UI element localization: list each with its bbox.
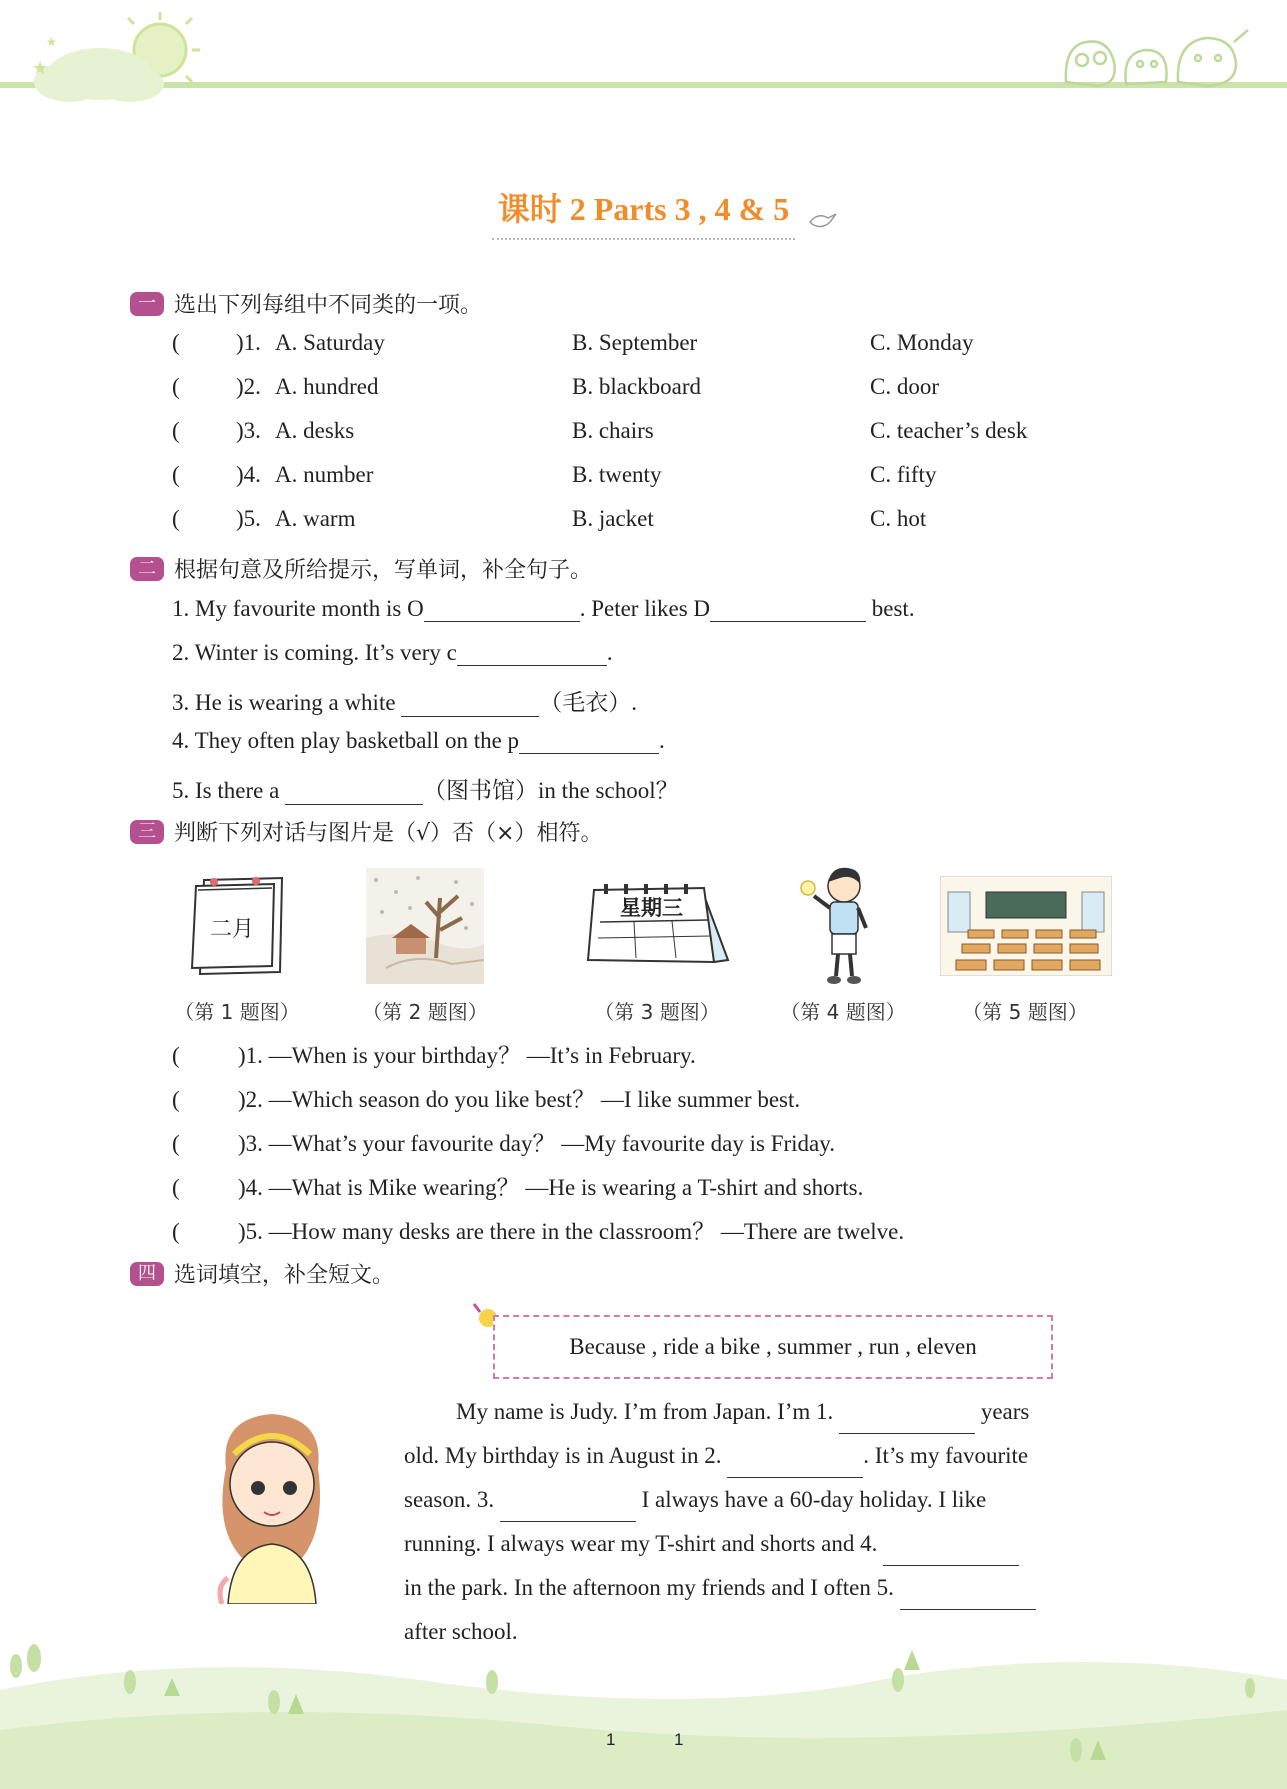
word-bank-box: Because , ride a bike , summer , run , eleven [493,1315,1053,1379]
footer-landscape [0,1640,1287,1789]
section-2-heading [130,553,592,584]
passage-line [404,1390,1140,1434]
judge-item [172,1169,863,1202]
judge-item [172,1125,835,1158]
fill-sentence-1 [172,596,915,622]
question-row [172,330,1172,364]
fill-sentence-2 [172,640,613,666]
question-row [172,506,1172,540]
svg-text:★: ★ [32,58,49,78]
option-b: B. jacket [572,506,654,531]
bird-icon [806,208,838,232]
passage-text: years [975,1399,1030,1424]
sun-cloud-decoration [10,4,210,114]
calendar-month-text: 二月 [210,917,255,942]
passage [404,1390,1140,1654]
lesson-title-wrapper [0,184,1287,240]
answer-paren[interactable]: ( [172,1131,180,1156]
animal-faces-decoration [1058,22,1258,92]
section-instruction: 选词填空，补全短文。 [174,1263,395,1288]
section-1-heading [130,288,482,319]
option-c: C. door [870,374,939,399]
picture-caption: （第 1 题图） [174,1000,300,1024]
dialogue-text: )1. —When is your birthday？ —It’s in February. [238,1043,696,1068]
answer-blank[interactable] [519,729,659,754]
section-4-heading [130,1258,394,1289]
fill-sentence-5 [172,772,679,805]
answer-paren[interactable]: ( [172,374,180,399]
option-a: A. hundred [275,374,379,399]
question-number: )3. [236,418,261,443]
sentence-text: 1. My favourite month is O [172,596,424,621]
fill-sentence-4 [172,728,665,754]
passage-line [404,1522,1140,1566]
sentence-text: 3. He is wearing a white [172,690,402,715]
answer-blank[interactable] [285,780,423,805]
fill-sentence-3 [172,684,637,717]
dialogue-text: )4. —What is Mike wearing？ —He is wearing a T-shirt and shorts. [238,1175,864,1200]
option-c: C. teacher’s desk [870,418,1028,443]
section-instruction: 根据句意及所给提示，写单词，补全句子。 [174,558,593,583]
sentence-text: . [659,728,665,753]
calendar-picture [190,872,290,982]
sentence-text: best. [866,596,915,621]
page-number-left: 1 [606,1730,616,1749]
classroom-picture [940,876,1112,976]
judge-item [172,1213,904,1246]
passage-line [404,1566,1140,1610]
winter-scene-picture [366,868,484,984]
passage-text: My name is Judy. I’m from Japan. I’m 1. [456,1399,840,1424]
question-row [172,462,1172,496]
passage-text: in the park. In the afternoon my friends and I often 5. [404,1575,900,1600]
passage-text: running. I always wear my T-shirt and shorts and 4. [404,1531,884,1556]
sentence-text: 4. They often play basketball on the p [172,728,520,753]
option-b: B. twenty [572,462,662,487]
answer-paren[interactable]: ( [172,1087,180,1112]
answer-blank[interactable] [900,1585,1036,1610]
option-c: C. hot [870,506,927,531]
picture-caption: （第 3 题图） [594,1000,720,1024]
passage-line [404,1478,1140,1522]
picture-caption: （第 5 题图） [962,1000,1088,1024]
passage-text: I always have a 60-day holiday. I like [635,1487,987,1512]
answer-blank[interactable] [401,692,539,717]
option-a: A. warm [275,506,356,531]
desk-calendar-picture [584,880,730,970]
sentence-text: （毛衣）. [539,690,638,715]
svg-text:★: ★ [46,35,57,49]
answer-paren[interactable]: ( [172,506,180,531]
dialogue-text: )5. —How many desks are there in the classroom？ —There are twelve. [238,1219,905,1244]
page-number-right: 1 [674,1730,684,1749]
answer-paren[interactable]: ( [172,1175,180,1200]
section-3-heading [130,816,602,847]
answer-paren[interactable]: ( [172,462,180,487]
option-a: A. desks [275,418,355,443]
answer-paren[interactable]: ( [172,1043,180,1068]
option-c: C. Monday [870,330,974,355]
sentence-text: 2. Winter is coming. It’s very c [172,640,457,665]
option-c: C. fifty [870,462,937,487]
question-row [172,418,1172,452]
question-number: )5. [236,506,261,531]
lesson-title: 课时 2 Parts 3 , 4 & 5 [492,184,796,240]
answer-blank[interactable] [727,1453,863,1478]
answer-blank[interactable] [424,597,580,622]
option-b: B. September [572,330,698,355]
passage-text: season. 3. [404,1487,500,1512]
sentence-text: 5. Is there a [172,778,286,803]
dialogue-text: )3. —What’s your favourite day？ —My favourite day is Friday. [238,1131,836,1156]
answer-paren[interactable]: ( [172,330,180,355]
option-a: A. Saturday [275,330,385,355]
section-badge: 四 [130,1262,164,1286]
girl-picture [206,1408,336,1604]
option-b: B. blackboard [572,374,702,399]
answer-paren[interactable]: ( [172,1219,180,1244]
boy-picture [796,862,876,986]
question-option-a: )1. [236,330,261,355]
answer-paren[interactable]: ( [172,418,180,443]
judge-item [172,1037,696,1070]
sentence-text: . [606,640,613,665]
answer-blank[interactable] [457,641,607,666]
option-b: B. chairs [572,418,654,443]
section-instruction: 判断下列对话与图片是（√）否（×）相符。 [174,821,603,846]
sentence-text: （图书馆）in the school？ [423,778,679,803]
picture-caption: （第 4 题图） [780,1000,906,1024]
judge-item [172,1081,800,1114]
answer-blank[interactable] [500,1497,636,1522]
passage-text: . It’s my favourite [863,1443,1029,1468]
answer-blank[interactable] [883,1541,1019,1566]
answer-blank[interactable] [839,1409,975,1434]
question-row [172,374,1172,408]
passage-text: old. My birthday is in August in 2. [404,1443,728,1468]
question-number: )2. [236,374,261,399]
dialogue-text: )2. —Which season do you like best？ —I like summer best. [238,1087,801,1112]
question-number: )4. [236,462,261,487]
answer-blank[interactable] [710,597,866,622]
sentence-text: . Peter likes D [579,596,711,621]
section-instruction: 选出下列每组中不同类的一项。 [174,293,483,318]
passage-line [404,1434,1140,1478]
option-a: A. number [275,462,374,487]
section-badge: 一 [130,292,164,316]
section-badge: 三 [130,820,164,844]
section-badge: 二 [130,557,164,581]
desk-calendar-text: 星期三 [620,896,683,920]
picture-caption: （第 2 题图） [362,1000,488,1024]
passage-text: after school. [404,1619,518,1644]
